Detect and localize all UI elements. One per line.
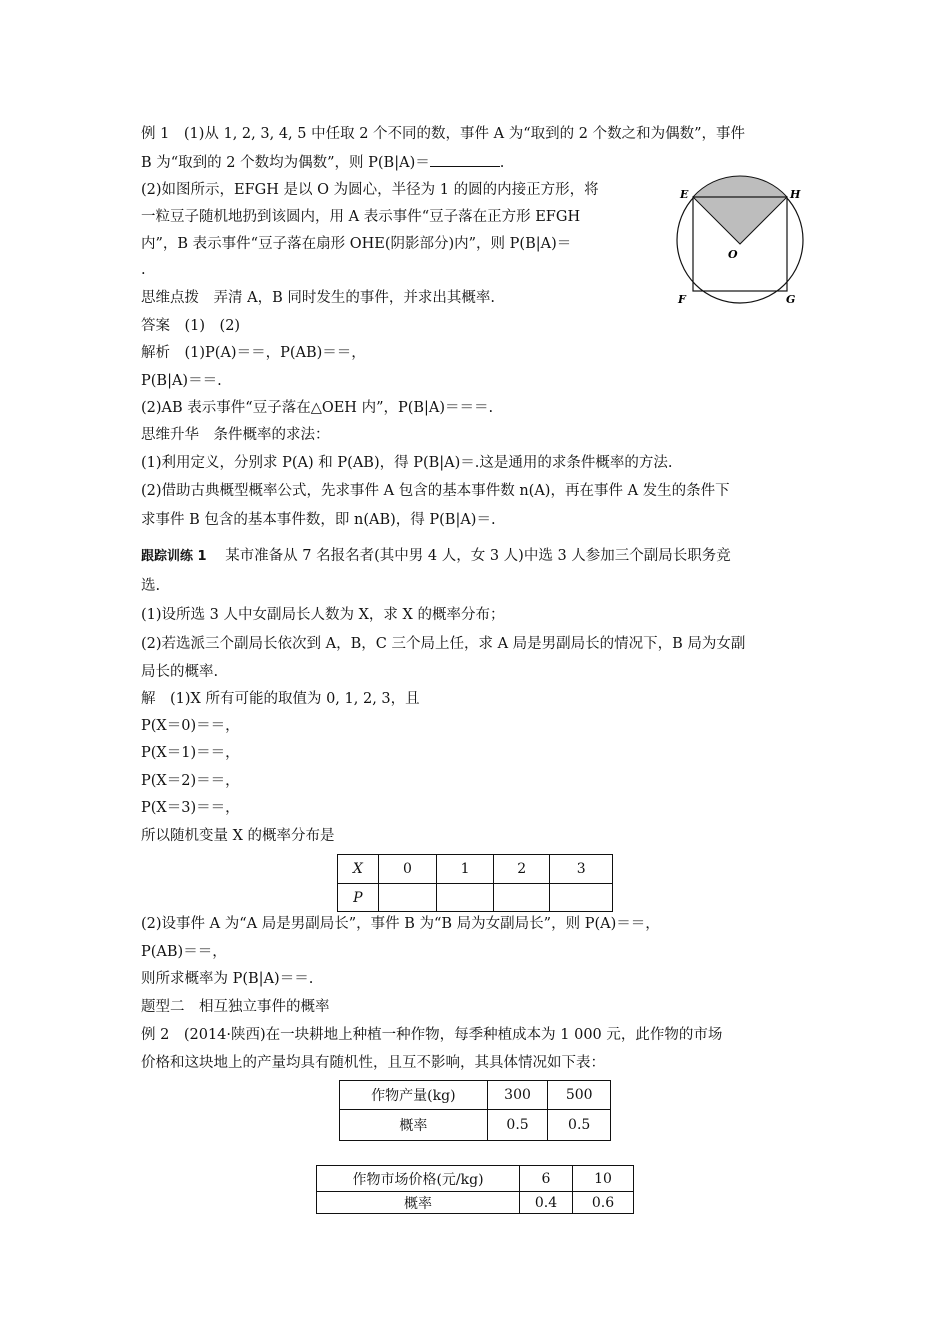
table-cell: 作物产量(kg) <box>340 1081 488 1110</box>
shaded-sector <box>693 176 787 244</box>
practice-q4: (2)若选派三个副局长依次到 A，B，C 三个局上任，求 A 局是男副局长的情况下，B 局为女副 <box>141 636 746 652</box>
table-row <box>340 1110 611 1141</box>
ex1-line1: 例 1 (1)从 1, 2, 3, 4, 5 中任取 2 个不同的数，事件 A 为“取到的 2 个数之和为偶数”，事件 <box>141 126 745 142</box>
practice-s6: 所以随机变量 X 的概率分布是 <box>141 828 335 844</box>
practice-s8: P(AB)＝＝， <box>141 944 227 960</box>
table-cell: 3 <box>550 855 613 884</box>
topic-heading: 题型二 相互独立事件的概率 <box>141 999 330 1015</box>
price-table <box>316 1165 634 1214</box>
yield-table <box>339 1080 611 1141</box>
table-cell <box>437 884 494 912</box>
table-cell <box>493 884 550 912</box>
table-cell: X <box>338 855 379 884</box>
table-row <box>340 1081 611 1110</box>
practice-q5: 局长的概率. <box>141 664 219 680</box>
ex1-line2-text: B 为“取到的 2 个数均为偶数”，则 P(B|A)＝ <box>141 155 430 171</box>
table-cell: 概率 <box>317 1192 520 1214</box>
table-cell <box>550 884 613 912</box>
label-o: O <box>728 248 738 261</box>
distribution-table <box>337 854 613 912</box>
practice-line1 <box>141 546 731 567</box>
practice-s4: P(X＝2)＝＝， <box>141 773 240 789</box>
label-h: H <box>790 188 801 201</box>
practice-s2: P(X＝0)＝＝， <box>141 718 240 734</box>
practice-s1: 解 (1)X 所有可能的取值为 0, 1, 2, 3，且 <box>141 691 420 707</box>
practice-q3: (1)设所选 3 人中女副局长人数为 X，求 X 的概率分布； <box>141 607 505 623</box>
ex1-part2-line2: 一粒豆子随机地扔到该圆内，用 A 表示事件“豆子落在正方形 EFGH <box>141 209 581 225</box>
ex1-line2 <box>141 152 504 173</box>
practice-q2: 选. <box>141 578 161 594</box>
summary-item1: (1)利用定义，分别求 P(A) 和 P(AB)，得 P(B|A)＝.这是通用的求条件概率的方法. <box>141 455 673 471</box>
answer: 答案 (1) (2) <box>141 318 241 334</box>
table-cell: 500 <box>548 1081 611 1110</box>
circle-square-figure <box>668 172 814 308</box>
hint: 思维点拨 弄清 A，B 同时发生的事件，并求出其概率. <box>141 290 495 306</box>
table-cell: 0.5 <box>548 1110 611 1141</box>
practice-s9: 则所求概率为 P(B|A)＝＝. <box>141 971 314 987</box>
table-cell: 概率 <box>340 1110 488 1141</box>
summary-item2b: 求事件 B 包含的基本事件数，即 n(AB)，得 P(B|A)＝. <box>141 512 496 528</box>
solution-line3: (2)AB 表示事件“豆子落在△OEH 内”，P(B|A)＝＝＝. <box>141 400 494 416</box>
table-cell: 1 <box>437 855 494 884</box>
ex2-line2: 价格和这块地上的产量均具有随机性，且互不影响，其具体情况如下表： <box>141 1055 605 1071</box>
ex2-line1: 例 2 (2014·陕西)在一块耕地上种植一种作物，每季种植成本为 1 000 元，此作物的市场 <box>141 1027 723 1043</box>
table-row <box>338 884 613 912</box>
table-cell: 300 <box>487 1081 548 1110</box>
table-cell <box>378 884 437 912</box>
label-f: F <box>678 293 686 306</box>
practice-s7: (2)设事件 A 为“A 局是男副局长”，事件 B 为“B 局为女副局长”，则 P(A)＝＝， <box>141 916 660 932</box>
summary-title: 思维升华 条件概率的求法： <box>141 427 330 443</box>
practice-s5: P(X＝3)＝＝， <box>141 800 240 816</box>
practice-q1: 某市准备从 7 名报名者(其中男 4 人，女 3 人)中选 3 人参加三个副局长职务竞 <box>225 548 731 564</box>
label-g: G <box>786 293 796 306</box>
answer-blank <box>430 152 500 167</box>
solution-line2: P(B|A)＝＝. <box>141 373 222 389</box>
ex1-part2-line1: (2)如图所示，EFGH 是以 O 为圆心，半径为 1 的圆的内接正方形，将 <box>141 182 599 198</box>
ex1-line2-end: . <box>499 155 505 171</box>
ex1-part2-line3: 内”，B 表示事件“豆子落在扇形 OHE(阴影部分)内”，则 P(B|A)＝ <box>141 236 572 252</box>
table-cell: 作物市场价格(元/kg) <box>317 1166 520 1192</box>
solution-line1: 解析 (1)P(A)＝＝，P(AB)＝＝， <box>141 345 366 361</box>
label-e: E <box>680 188 689 201</box>
table-cell: 2 <box>493 855 550 884</box>
ex1-part2-line4: . <box>141 262 146 278</box>
table-row <box>317 1166 634 1192</box>
table-cell: 0.4 <box>520 1192 573 1214</box>
table-cell: 0.6 <box>573 1192 634 1214</box>
table-row <box>338 855 613 884</box>
summary-item2a: (2)借助古典概型概率公式，先求事件 A 包含的基本事件数 n(A)，再在事件 A 发生的条件下 <box>141 483 730 499</box>
table-cell: 6 <box>520 1166 573 1192</box>
table-cell: P <box>338 884 379 912</box>
table-cell: 10 <box>573 1166 634 1192</box>
practice-s3: P(X＝1)＝＝， <box>141 745 240 761</box>
practice-tag: 跟踪训练 1 <box>141 549 207 564</box>
table-cell: 0 <box>378 855 437 884</box>
table-row <box>317 1192 634 1214</box>
table-cell: 0.5 <box>487 1110 548 1141</box>
